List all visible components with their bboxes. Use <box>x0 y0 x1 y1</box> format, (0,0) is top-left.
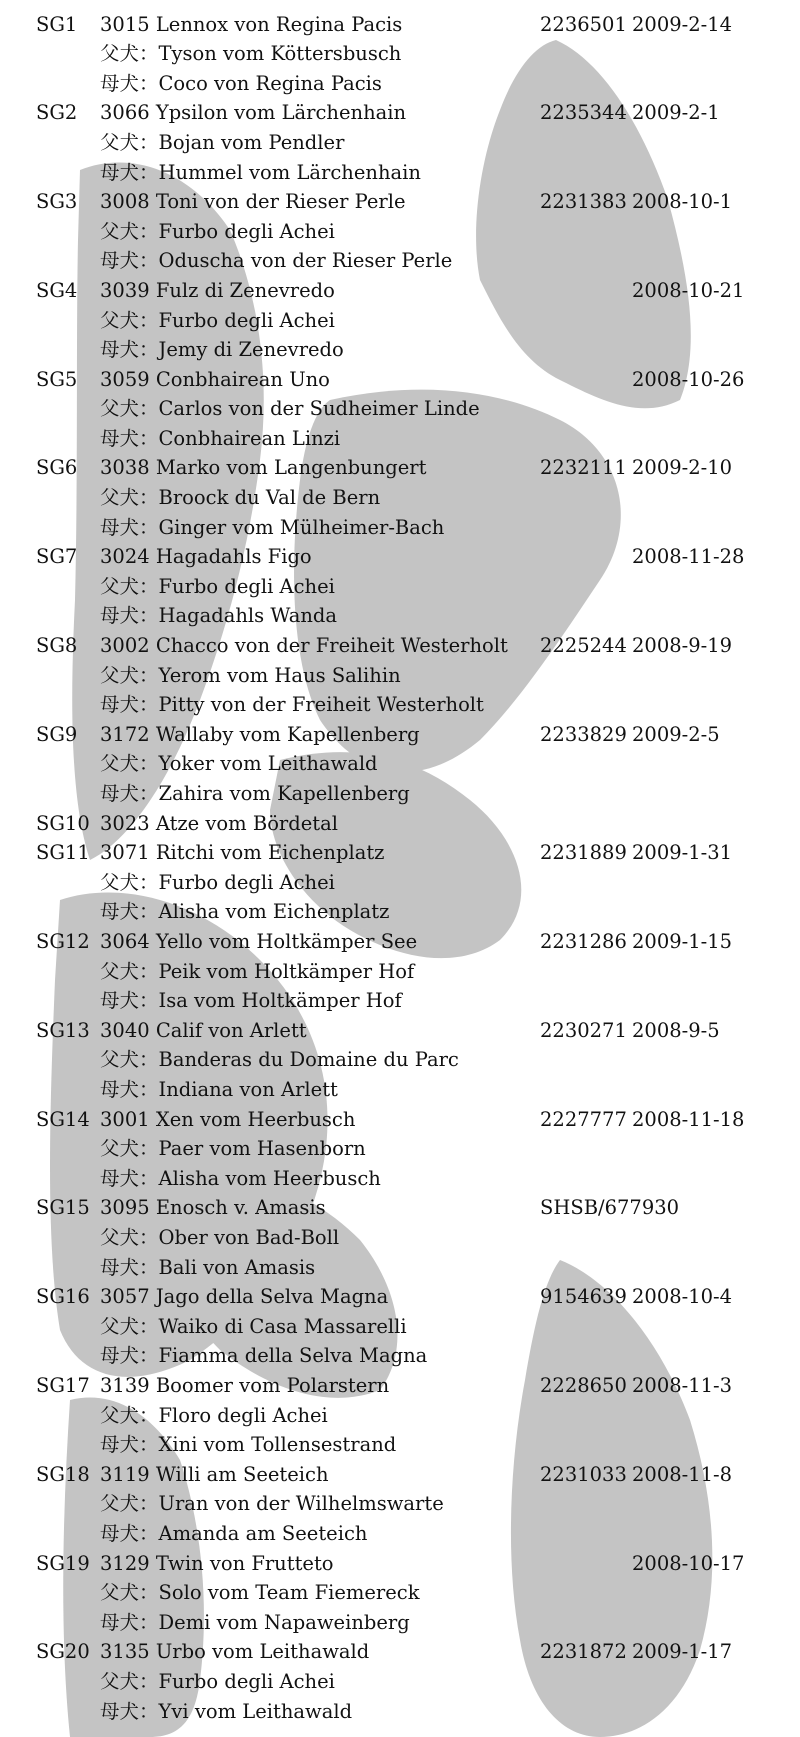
entry-line <box>0 1282 800 1311</box>
sire-name: Banderas du Domaine du Parc <box>158 1048 459 1072</box>
entry-line <box>0 453 800 482</box>
sire-text <box>100 394 480 423</box>
rank-label: SG7 <box>36 545 78 569</box>
sire-label: 父犬： <box>100 1581 159 1605</box>
dam-line <box>0 1697 800 1726</box>
sire-name: Carlos von der Sudheimer Linde <box>158 397 480 421</box>
entry-line <box>0 542 800 571</box>
dam-name: Alisha vom Eichenplatz <box>158 900 390 924</box>
sire-label: 父犬： <box>100 959 159 983</box>
sire-text <box>100 957 414 986</box>
dam-line <box>0 1519 800 1548</box>
entry-line <box>0 927 800 956</box>
dam-text <box>100 897 389 926</box>
sire-name: Yoker vom Leithawald <box>158 752 378 776</box>
dam-label: 母犬： <box>100 515 159 539</box>
birth-date: 2009-1-31 <box>632 841 733 865</box>
dam-label: 母犬： <box>100 1699 159 1723</box>
sire-text <box>100 306 335 335</box>
entry-line <box>0 10 800 39</box>
rank-label: SG14 <box>36 1107 90 1131</box>
rank-label: SG15 <box>36 1196 90 1220</box>
sire-text <box>100 128 344 157</box>
dam-label: 母犬： <box>100 71 159 95</box>
dam-line <box>0 69 800 98</box>
dog-name: 3066 Ypsilon vom Lärchenhain <box>100 101 407 125</box>
rank-label: SG3 <box>36 190 78 214</box>
entry-line <box>0 1105 800 1134</box>
dam-name: Oduscha von der Rieser Perle <box>158 249 453 273</box>
dam-label: 母犬： <box>100 1521 159 1545</box>
sire-line <box>0 661 800 690</box>
sire-text <box>100 749 378 778</box>
sire-text <box>100 1134 366 1163</box>
sire-line <box>0 1578 800 1607</box>
sire-label: 父犬： <box>100 1226 159 1249</box>
sire-name: Waiko di Casa Massarelli <box>158 1314 407 1338</box>
dam-name: Fiamma della Selva Magna <box>158 1344 428 1368</box>
sire-name: Ober von Bad-Boll <box>158 1226 340 1249</box>
birth-date: 2008-10-21 <box>632 278 745 302</box>
entry-line <box>0 276 800 305</box>
registration-number: 2235344 <box>540 101 627 125</box>
dam-text <box>100 1608 410 1637</box>
dog-name: 3095 Enosch v. Amasis <box>100 1196 326 1220</box>
rank-label: SG12 <box>36 930 90 953</box>
dog-name: 3139 Boomer vom Polarstern <box>100 1373 390 1397</box>
dog-name: 3119 Willi am Seeteich <box>100 1462 329 1486</box>
rank-label: SG17 <box>36 1373 90 1397</box>
sire-name: Furbo degli Achei <box>158 870 335 894</box>
sire-line <box>0 957 800 986</box>
rank-label: SG6 <box>36 456 78 480</box>
registration-number: 2225244 <box>540 634 627 657</box>
dam-text <box>100 601 337 630</box>
sire-label: 父犬： <box>100 1669 159 1693</box>
rank-label: SG8 <box>36 634 78 657</box>
sire-label: 父犬： <box>100 870 159 894</box>
entry-line <box>0 1371 800 1400</box>
dog-name: 3129 Twin von Frutteto <box>100 1551 334 1575</box>
dog-name: 3008 Toni von der Rieser Perle <box>100 190 406 214</box>
dam-label: 母犬： <box>100 338 159 362</box>
dam-line <box>0 1608 800 1637</box>
birth-date: 2008-10-4 <box>632 1285 733 1309</box>
birth-date: 2008-10-26 <box>632 367 745 391</box>
birth-date: 2008-10-17 <box>632 1551 745 1575</box>
sire-text <box>100 1489 444 1518</box>
sire-name: Furbo degli Achei <box>158 219 335 243</box>
dam-label: 母犬： <box>100 1166 159 1190</box>
dam-label: 母犬： <box>100 1433 159 1457</box>
dam-text <box>100 986 402 1015</box>
dam-text <box>100 690 484 719</box>
sire-text <box>100 1401 328 1430</box>
sire-label: 父犬： <box>100 1403 159 1427</box>
sire-name: Yerom vom Haus Salihin <box>158 663 401 687</box>
dam-text <box>100 779 410 808</box>
sire-line <box>0 868 800 897</box>
dam-text <box>100 1697 352 1726</box>
sire-line <box>0 1401 800 1430</box>
dam-line <box>0 690 800 719</box>
dam-text <box>100 424 340 453</box>
registration-number: 9154639 <box>540 1285 627 1309</box>
dam-label: 母犬： <box>100 249 159 273</box>
sire-line <box>0 749 800 778</box>
dam-line <box>0 986 800 1015</box>
rank-label: SG1 <box>36 12 78 36</box>
dam-text <box>100 1164 381 1193</box>
dam-name: Yvi vom Leithawald <box>158 1699 353 1723</box>
birth-date: 2008-11-8 <box>632 1462 733 1486</box>
dog-name: 3001 Xen vom Heerbusch <box>100 1107 356 1131</box>
dam-name: Hummel vom Lärchenhain <box>158 160 421 184</box>
dam-label: 母犬： <box>100 1078 159 1101</box>
sire-label: 父犬： <box>100 308 159 332</box>
entry-line <box>0 98 800 127</box>
entry-line <box>0 1637 800 1666</box>
sire-name: Paer vom Hasenborn <box>158 1137 366 1161</box>
sire-line <box>0 1134 800 1163</box>
dam-line <box>0 335 800 364</box>
rank-label: SG11 <box>36 841 90 865</box>
rank-label: SG10 <box>36 811 90 835</box>
birth-date: 2008-11-18 <box>632 1107 745 1131</box>
entry-line <box>0 1460 800 1489</box>
dam-text <box>100 1075 338 1104</box>
dog-name: 3040 Calif von Arlett <box>100 1018 307 1042</box>
sire-name: Furbo degli Achei <box>158 574 335 598</box>
sire-line <box>0 1223 800 1252</box>
registration-number: 2233829 <box>540 722 627 746</box>
rank-label: SG16 <box>36 1285 90 1309</box>
sire-line <box>0 1667 800 1696</box>
dam-text <box>100 1253 315 1282</box>
dam-label: 母犬： <box>100 1610 159 1634</box>
dog-name: 3038 Marko vom Langenbungert <box>100 456 427 480</box>
sire-line <box>0 572 800 601</box>
dam-name: Demi vom Napaweinberg <box>158 1610 410 1634</box>
sire-text <box>100 661 401 690</box>
dam-name: Conbhairean Linzi <box>158 426 341 450</box>
entry-line <box>0 1549 800 1578</box>
dog-name: 3002 Chacco von der Freiheit Westerholt <box>100 634 508 657</box>
sire-label: 父犬： <box>100 397 159 421</box>
birth-date: 2008-9-19 <box>632 634 733 657</box>
dog-name: 3039 Fulz di Zenevredo <box>100 278 335 302</box>
entry-line <box>0 1016 800 1045</box>
entry-line <box>0 1193 800 1222</box>
birth-date: 2008-10-1 <box>632 190 733 214</box>
registration-number: 2236501 <box>540 12 627 36</box>
sire-line <box>0 1045 800 1074</box>
dam-line <box>0 897 800 926</box>
sire-text <box>100 39 401 68</box>
sire-name: Furbo degli Achei <box>158 308 335 332</box>
registration-number: 2230271 <box>540 1018 627 1042</box>
sire-text <box>100 483 380 512</box>
sire-text <box>100 1667 335 1696</box>
dam-label: 母犬： <box>100 989 159 1013</box>
birth-date: 2009-2-10 <box>632 456 733 480</box>
entry-line <box>0 631 800 660</box>
entry-line <box>0 809 800 838</box>
registration-number: 2231033 <box>540 1462 627 1486</box>
sire-label: 父犬： <box>100 574 159 598</box>
sire-line <box>0 306 800 335</box>
dam-text <box>100 246 452 275</box>
dam-label: 母犬： <box>100 604 159 628</box>
dam-label: 母犬： <box>100 900 159 924</box>
entry-line <box>0 365 800 394</box>
dam-name: Alisha vom Heerbusch <box>158 1166 381 1190</box>
sire-label: 父犬： <box>100 663 159 687</box>
sire-label: 父犬： <box>100 1492 159 1516</box>
birth-date: 2009-2-5 <box>632 722 720 746</box>
sire-line <box>0 1312 800 1341</box>
dog-name: 3135 Urbo vom Leithawald <box>100 1640 370 1664</box>
entry-line <box>0 838 800 867</box>
sire-label: 父犬： <box>100 1314 159 1338</box>
sire-name: Furbo degli Achei <box>158 1669 335 1693</box>
dam-name: Ginger vom Mülheimer-Bach <box>158 515 445 539</box>
dam-text <box>100 1341 427 1370</box>
dam-name: Coco von Regina Pacis <box>158 71 382 95</box>
sire-text <box>100 1312 407 1341</box>
sire-text <box>100 217 335 246</box>
registration-number: 2231889 <box>540 841 627 865</box>
sire-line <box>0 128 800 157</box>
dam-line <box>0 246 800 275</box>
dam-line <box>0 1075 800 1104</box>
dam-name: Jemy di Zenevredo <box>158 338 344 362</box>
rank-label: SG19 <box>36 1551 90 1575</box>
sire-label: 父犬： <box>100 1137 159 1161</box>
sire-text <box>100 572 335 601</box>
dam-label: 母犬： <box>100 693 159 717</box>
dam-line <box>0 601 800 630</box>
dam-name: Isa vom Holtkämper Hof <box>158 989 402 1013</box>
dam-label: 母犬： <box>100 782 159 805</box>
sire-text <box>100 868 335 897</box>
dam-text <box>100 513 444 542</box>
sire-line <box>0 217 800 246</box>
dam-text <box>100 69 382 98</box>
sire-name: Peik vom Holtkämper Hof <box>158 959 415 983</box>
rank-label: SG5 <box>36 367 78 391</box>
sire-name: Solo vom Team Fiemereck <box>158 1581 420 1605</box>
sire-name: Bojan vom Pendler <box>158 130 345 154</box>
sire-text <box>100 1578 420 1607</box>
registration-number: 2231872 <box>540 1640 627 1664</box>
birth-date: 2009-2-14 <box>632 12 733 36</box>
registration-number: 2232111 <box>540 456 627 480</box>
rank-label: SG13 <box>36 1018 90 1042</box>
sire-line <box>0 1489 800 1518</box>
rank-label: SG20 <box>36 1640 90 1664</box>
birth-date: 2008-11-28 <box>632 545 745 569</box>
sire-name: Broock du Val de Bern <box>158 486 381 509</box>
registration-number: 2228650 <box>540 1373 627 1397</box>
dam-name: Pitty von der Freiheit Westerholt <box>158 693 484 717</box>
dam-name: Bali von Amasis <box>158 1255 316 1279</box>
dog-name: 3071 Ritchi vom Eichenplatz <box>100 841 385 865</box>
dog-name: 3172 Wallaby vom Kapellenberg <box>100 722 420 746</box>
sire-label: 父犬： <box>100 1048 159 1072</box>
dam-line <box>0 1341 800 1370</box>
birth-date: 2008-11-3 <box>632 1373 733 1397</box>
dam-line <box>0 1430 800 1459</box>
dam-label: 母犬： <box>100 160 159 184</box>
registration-number: 2231383 <box>540 190 627 214</box>
registration-number: 2227777 <box>540 1107 627 1131</box>
sire-label: 父犬： <box>100 219 159 243</box>
rank-label: SG18 <box>36 1462 90 1486</box>
dam-name: Indiana von Arlett <box>158 1078 338 1101</box>
sire-line <box>0 483 800 512</box>
birth-date: 2009-1-17 <box>632 1640 733 1664</box>
dam-text <box>100 1519 367 1548</box>
sire-label: 父犬： <box>100 752 159 776</box>
birth-date: 2009-2-1 <box>632 101 720 125</box>
dam-line <box>0 1164 800 1193</box>
registration-number: 2231286 <box>540 930 627 953</box>
sire-label: 父犬： <box>100 42 159 66</box>
sire-name: Uran von der Wilhelmswarte <box>158 1492 444 1516</box>
dog-name: 3024 Hagadahls Figo <box>100 545 312 569</box>
sire-name: Tyson vom Köttersbusch <box>158 42 402 66</box>
dam-text <box>100 335 344 364</box>
dam-line <box>0 513 800 542</box>
sire-line <box>0 394 800 423</box>
birth-date: 2008-9-5 <box>632 1018 720 1042</box>
sire-name: Floro degli Achei <box>158 1403 328 1427</box>
dam-name: Zahira vom Kapellenberg <box>158 782 410 805</box>
sire-line <box>0 39 800 68</box>
sire-label: 父犬： <box>100 130 159 154</box>
dam-name: Hagadahls Wanda <box>158 604 338 628</box>
dam-label: 母犬： <box>100 426 159 450</box>
dam-text <box>100 158 421 187</box>
dam-line <box>0 779 800 808</box>
rank-label: SG4 <box>36 278 78 302</box>
dam-line <box>0 1253 800 1282</box>
dog-name: 3023 Atze vom Bördetal <box>100 811 338 835</box>
dam-line <box>0 424 800 453</box>
dam-label: 母犬： <box>100 1344 159 1368</box>
registration-number: SHSB/677930 <box>540 1196 680 1220</box>
dam-label: 母犬： <box>100 1255 159 1279</box>
entry-line <box>0 187 800 216</box>
rank-label: SG2 <box>36 101 78 125</box>
dog-name: 3064 Yello vom Holtkämper See <box>100 930 418 953</box>
sire-text <box>100 1223 339 1252</box>
dam-line <box>0 158 800 187</box>
dam-text <box>100 1430 396 1459</box>
entry-line <box>0 720 800 749</box>
rank-label: SG9 <box>36 722 78 746</box>
dog-name: 3015 Lennox von Regina Pacis <box>100 12 403 36</box>
dam-name: Xini vom Tollensestrand <box>158 1433 397 1457</box>
dog-name: 3059 Conbhairean Uno <box>100 367 330 391</box>
dam-name: Amanda am Seeteich <box>158 1521 368 1545</box>
sire-text <box>100 1045 459 1074</box>
dog-name: 3057 Jago della Selva Magna <box>100 1285 389 1309</box>
birth-date: 2009-1-15 <box>632 930 733 953</box>
sire-label: 父犬： <box>100 486 159 509</box>
